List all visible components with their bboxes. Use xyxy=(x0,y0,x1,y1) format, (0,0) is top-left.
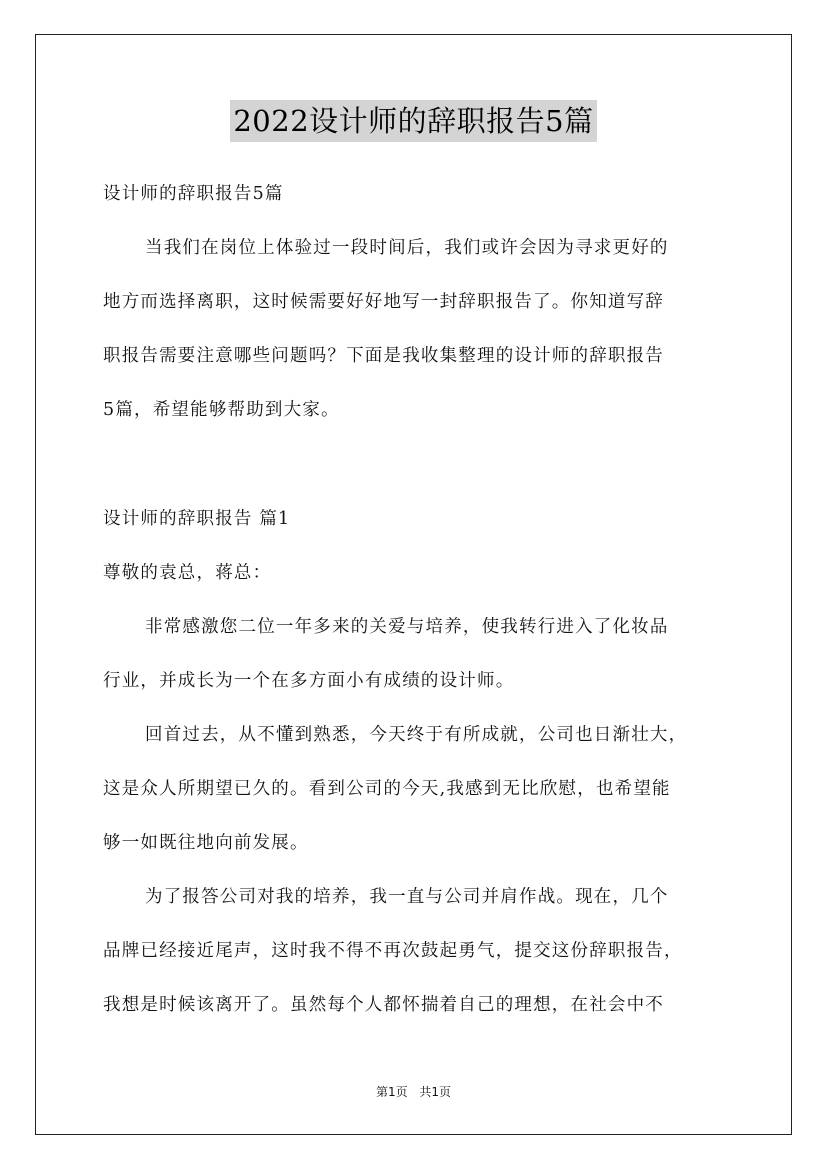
section-heading: 设计师的辞职报告 篇1 xyxy=(103,509,291,529)
document-title: 2022设计师的辞职报告5篇 xyxy=(230,100,596,142)
page-number: 第1页 xyxy=(375,1085,408,1099)
body-line: 行业，并成长为一个在多方面小有成绩的设计师。 xyxy=(103,671,515,691)
page-footer xyxy=(0,1084,827,1100)
body-line: 非常感激您二位一年多来的关爱与培养，使我转行进入了化妆品 xyxy=(145,617,669,637)
intro-line: 职报告需要注意哪些问题吗？下面是我收集整理的设计师的辞职报告 xyxy=(103,346,664,366)
salutation: 尊敬的袁总，蒋总： xyxy=(103,563,272,583)
page-total: 共1页 xyxy=(419,1085,452,1099)
intro-line: 当我们在岗位上体验过一段时间后，我们或许会因为寻求更好的 xyxy=(145,238,669,258)
title-container xyxy=(0,100,827,142)
intro-line: 地方而选择离职，这时候需要好好地写一封辞职报告了。你知道写辞 xyxy=(103,292,664,312)
body-line: 回首过去，从不懂到熟悉，今天终于有所成就，公司也日渐壮大， xyxy=(145,725,688,745)
body-line: 够一如既往地向前发展。 xyxy=(103,833,309,853)
body-line: 我想是时候该离开了。虽然每个人都怀揣着自己的理想，在社会中不 xyxy=(103,995,664,1015)
intro-line: 5篇，希望能够帮助到大家。 xyxy=(103,400,340,420)
document-subtitle: 设计师的辞职报告5篇 xyxy=(103,184,284,204)
body-line: 这是众人所期望已久的。看到公司的今天,我感到无比欣慰，也希望能 xyxy=(103,779,671,799)
body-line: 为了报答公司对我的培养，我一直与公司并肩作战。现在，几个 xyxy=(145,887,669,907)
body-line: 品牌已经接近尾声，这时我不得不再次鼓起勇气，提交这份辞职报告， xyxy=(103,941,683,961)
